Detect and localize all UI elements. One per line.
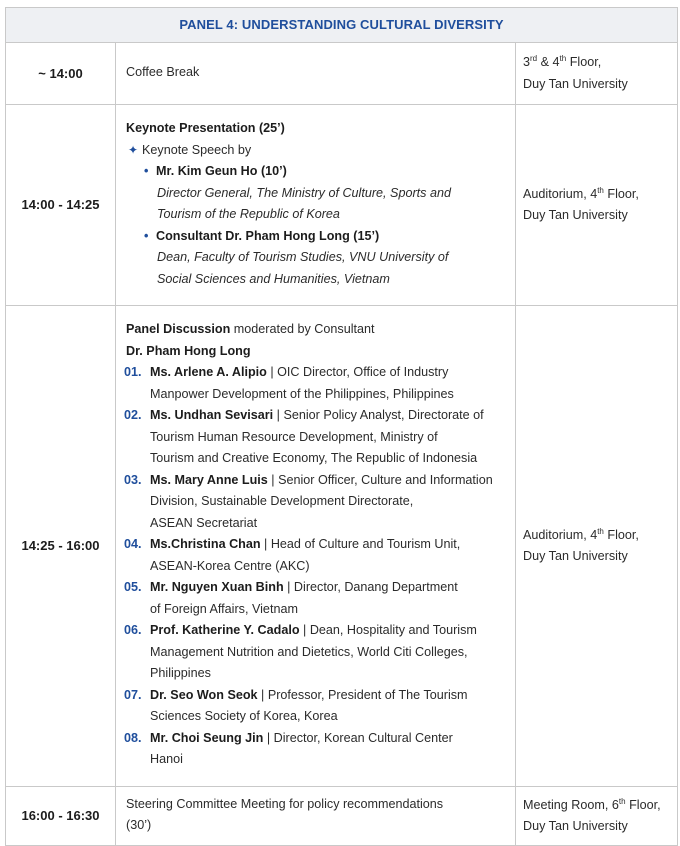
coffee-event: [116, 43, 516, 105]
panelist-item: [124, 534, 509, 577]
venue-text: Floor,: [603, 186, 639, 201]
panelist-number: 02.: [124, 408, 142, 423]
agenda-table: [5, 7, 678, 846]
panelist-first-line: [150, 577, 509, 599]
venue-text: 3: [523, 55, 531, 69]
panelist-first-line: [150, 620, 509, 642]
speaker2-name-text: Consultant Dr. Pham Hong Long (15’): [156, 228, 380, 243]
panelist-role-start: | Professor, President of The Tourism: [257, 687, 468, 702]
panelist-item: [124, 362, 509, 405]
panel-intro: [124, 319, 509, 341]
panelist-first-line: [150, 362, 509, 384]
panel-intro-bold: Panel Discussion: [126, 322, 231, 337]
panelist-item: [124, 685, 509, 728]
panelist-number: 03.: [124, 472, 142, 487]
bullet-dot-icon: •: [144, 228, 149, 243]
panelist-role-line: Manpower Development of the Philippines, Philippines: [150, 386, 454, 401]
panel-venue: [516, 306, 678, 787]
steering-venue: [516, 787, 678, 846]
venue-text: & 4: [537, 55, 560, 69]
keynote-time: 14:00 - 14:25: [6, 105, 116, 306]
panelist-list: [124, 362, 509, 771]
panel-title: PANEL 4: UNDERSTANDING CULTURAL DIVERSITY: [6, 8, 678, 43]
panelist-role-line: Tourism Human Resource Development, Ministry of: [150, 429, 438, 444]
speaker1-name: [124, 161, 509, 183]
speaker1-name-text: Mr. Kim Geun Ho (10’): [156, 164, 287, 178]
panelist-number: 01.: [124, 365, 142, 380]
coffee-time: ~ 14:00: [6, 43, 116, 105]
panel-moderator: Dr. Pham Hong Long: [126, 343, 251, 358]
panelist-role-start: | Senior Officer, Culture and Information: [267, 472, 493, 487]
panelist-role-start: | Director, Korean Cultural Center: [263, 730, 453, 745]
panelist-text: [150, 470, 509, 535]
coffee-row: [6, 43, 678, 105]
panel-header-row: [6, 8, 678, 43]
panelist-role-line: Management Nutrition and Dietetics, World Citi Colleges,: [150, 644, 468, 659]
venue-sup: th: [618, 796, 626, 806]
coffee-event-text: Coffee Break: [126, 64, 200, 79]
venue-text: Floor,: [603, 527, 639, 542]
panelist-role-line: ASEAN-Korea Centre (AKC): [150, 558, 310, 573]
speaker2-name: [124, 226, 509, 248]
speaker2-role-2: Social Sciences and Humanities, Vietnam: [157, 271, 390, 286]
panelist-role-line: Philippines: [150, 666, 211, 681]
panelist-first-line: [150, 470, 509, 492]
coffee-venue-line1: [523, 52, 673, 74]
panelist-name: Prof. Katherine Y. Cadalo: [150, 623, 300, 638]
panelist-name: Mr. Choi Seung Jin: [150, 730, 264, 745]
steering-venue-line1: [523, 795, 673, 817]
panelist-name: Ms. Mary Anne Luis: [150, 472, 268, 487]
panelist-first-line: [150, 534, 509, 556]
panelist-name: Ms.Christina Chan: [150, 537, 261, 552]
panelist-role-start: | Director, Danang Department: [283, 580, 458, 595]
speaker1-role-1: Director General, The Ministry of Culture, Sports and: [157, 185, 451, 200]
panelist-role-start: | Senior Policy Analyst, Directorate of: [273, 408, 484, 423]
speaker1-role-2: Tourism of the Republic of Korea: [157, 207, 340, 221]
venue-sup: th: [597, 526, 604, 536]
panelist-role-line: Sciences Society of Korea, Korea: [150, 709, 338, 724]
panelist-role-line: Hanoi: [150, 752, 183, 767]
panel-venue-line2: Duy Tan University: [523, 549, 628, 563]
panelist-role-line: of Foreign Affairs, Vietnam: [150, 601, 298, 616]
panelist-text: [150, 685, 509, 728]
steering-event: [116, 787, 516, 846]
panelist-first-line: [150, 728, 509, 750]
panelist-text: [150, 728, 509, 771]
panel-event: [116, 306, 516, 787]
panelist-item: [124, 620, 509, 685]
panelist-role-line: Division, Sustainable Development Directorate,: [150, 494, 414, 509]
panelist-role-line: ASEAN Secretariat: [150, 515, 258, 530]
panelist-role-start: | OIC Director, Office of Industry: [266, 365, 449, 380]
panelist-name: Mr. Nguyen Xuan Binh: [150, 580, 284, 595]
speaker2-role-1: Dean, Faculty of Tourism Studies, VNU University of: [157, 250, 449, 264]
panel-venue-line1: [523, 525, 673, 547]
keynote-event: [116, 105, 516, 306]
panelist-item: [124, 470, 509, 535]
four-point-star-icon: ✦: [128, 142, 139, 157]
venue-text: Meeting Room, 6: [523, 797, 619, 812]
panelist-number: 05.: [124, 580, 142, 595]
steering-event-line1: Steering Committee Meeting for policy recommendations: [126, 796, 444, 811]
venue-sup: rd: [530, 53, 538, 63]
venue-text: Floor,: [566, 55, 602, 69]
panelist-name: Ms. Arlene A. Alipio: [150, 365, 267, 380]
panelist-item: [124, 577, 509, 620]
panelist-number: 06.: [124, 623, 142, 638]
keynote-sub: [124, 140, 509, 162]
panelist-role-start: | Head of Culture and Tourism Unit,: [260, 537, 461, 552]
steering-time: 16:00 - 16:30: [6, 787, 116, 846]
panelist-first-line: [150, 405, 509, 427]
panelist-number: 04.: [124, 537, 142, 552]
keynote-venue-line1: [523, 184, 673, 206]
bullet-dot-icon: •: [144, 164, 149, 178]
keynote-venue-line2: Duy Tan University: [523, 208, 628, 222]
keynote-sub-text: Keynote Speech by: [142, 142, 252, 157]
keynote-title: Keynote Presentation (25’): [126, 121, 285, 135]
panel-time: 14:25 - 16:00: [6, 306, 116, 787]
panelist-role-start: | Dean, Hospitality and Tourism: [299, 623, 477, 638]
steering-venue-line2: Duy Tan University: [523, 819, 628, 833]
panelist-text: [150, 362, 509, 405]
panelist-text: [150, 534, 509, 577]
panelist-name: Dr. Seo Won Seok: [150, 687, 258, 702]
panelist-number: 07.: [124, 687, 142, 702]
coffee-venue: [516, 43, 678, 105]
coffee-venue-line2: Duy Tan University: [523, 76, 628, 91]
keynote-venue: [516, 105, 678, 306]
panelist-text: [150, 577, 509, 620]
panelist-number: 08.: [124, 730, 142, 745]
venue-text: Floor,: [625, 797, 661, 812]
panelist-item: [124, 728, 509, 771]
panelist-item: [124, 405, 509, 470]
panel-intro-rest: moderated by Consultant: [230, 322, 375, 337]
venue-sup: th: [597, 185, 604, 195]
panelist-first-line: [150, 685, 509, 707]
steering-event-line2: (30’): [126, 818, 152, 832]
panel-row: [6, 306, 678, 787]
panelist-name: Ms. Undhan Sevisari: [150, 408, 274, 423]
venue-text: Auditorium, 4: [523, 186, 598, 201]
panelist-role-line: Tourism and Creative Economy, The Republic of Indonesia: [150, 451, 478, 466]
venue-text: Auditorium, 4: [523, 527, 598, 542]
venue-sup: th: [559, 53, 567, 63]
panelist-text: [150, 405, 509, 470]
panelist-text: [150, 620, 509, 685]
steering-row: [6, 787, 678, 846]
keynote-row: [6, 105, 678, 306]
